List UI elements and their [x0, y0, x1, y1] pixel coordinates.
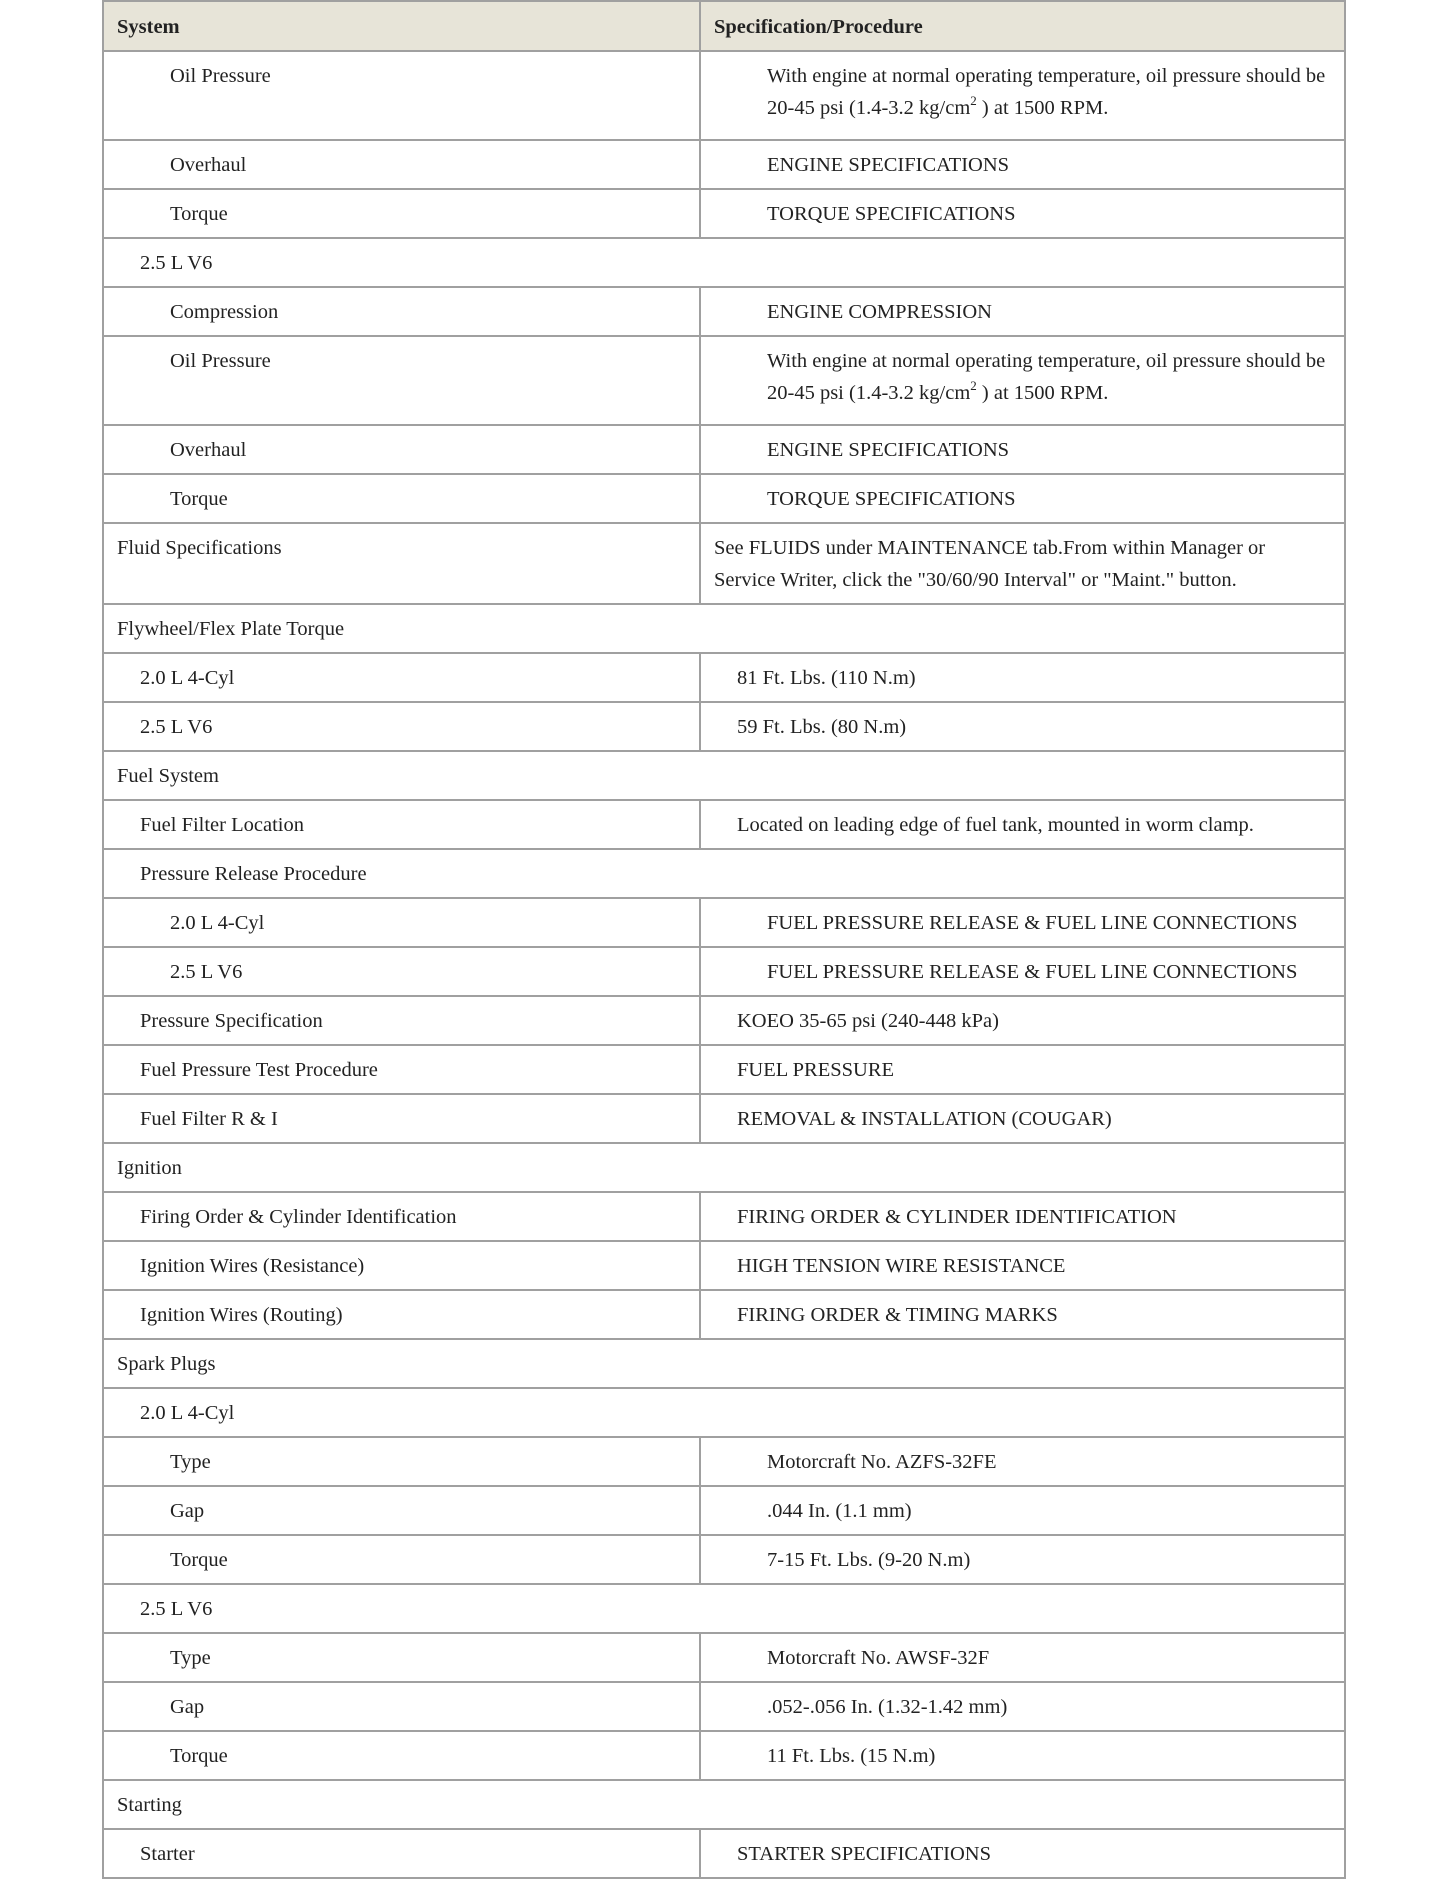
- table-row: [103, 751, 1345, 800]
- specification-table: [102, 0, 1346, 1879]
- spec-cell: TORQUE SPECIFICATIONS: [700, 189, 1345, 238]
- system-cell: Torque: [103, 1535, 700, 1584]
- system-cell: Torque: [103, 1731, 700, 1780]
- spec-cell: [700, 336, 1345, 425]
- spec-cell: 7-15 Ft. Lbs. (9-20 N.m): [700, 1535, 1345, 1584]
- spec-cell: FIRING ORDER & TIMING MARKS: [700, 1290, 1345, 1339]
- system-cell: Ignition Wires (Routing): [103, 1290, 700, 1339]
- table-row: [103, 898, 1345, 947]
- spec-text: With engine at normal operating temperature, oil pressure should be 20-45 psi (1.4-3.2 kg/cm: [767, 350, 1326, 404]
- table-row: [103, 1731, 1345, 1780]
- system-cell: Spark Plugs: [103, 1339, 1345, 1388]
- table-row: [103, 1780, 1345, 1829]
- spec-cell: ENGINE COMPRESSION: [700, 287, 1345, 336]
- table-row: [103, 1143, 1345, 1192]
- system-cell: 2.0 L 4-Cyl: [103, 653, 700, 702]
- table-row: [103, 653, 1345, 702]
- table-row: [103, 1045, 1345, 1094]
- superscript: 2: [970, 93, 977, 108]
- table-row: [103, 1290, 1345, 1339]
- system-cell: Starting: [103, 1780, 1345, 1829]
- system-cell: Overhaul: [103, 140, 700, 189]
- superscript: 2: [970, 378, 977, 393]
- system-cell: 2.5 L V6: [103, 1584, 1345, 1633]
- system-cell: Compression: [103, 287, 700, 336]
- spec-cell: 11 Ft. Lbs. (15 N.m): [700, 1731, 1345, 1780]
- system-cell: Type: [103, 1633, 700, 1682]
- system-cell: Fluid Specifications: [103, 523, 700, 604]
- table-row: [103, 1682, 1345, 1731]
- table-row: [103, 947, 1345, 996]
- spec-cell: REMOVAL & INSTALLATION (COUGAR): [700, 1094, 1345, 1143]
- table-row: [103, 800, 1345, 849]
- system-cell: Oil Pressure: [103, 336, 700, 425]
- system-cell: 2.5 L V6: [103, 702, 700, 751]
- spec-cell: TORQUE SPECIFICATIONS: [700, 474, 1345, 523]
- table-row: [103, 474, 1345, 523]
- system-cell: Torque: [103, 189, 700, 238]
- spec-cell: Motorcraft No. AZFS-32FE: [700, 1437, 1345, 1486]
- table-row: [103, 1437, 1345, 1486]
- system-cell: Fuel Filter R & I: [103, 1094, 700, 1143]
- table-row: [103, 51, 1345, 140]
- table-row: [103, 238, 1345, 287]
- system-cell: Pressure Release Procedure: [103, 849, 1345, 898]
- spec-text-end: ) at 1500 RPM.: [976, 97, 1109, 119]
- table-header-row: [103, 1, 1345, 51]
- system-cell: Type: [103, 1437, 700, 1486]
- system-cell: Starter: [103, 1829, 700, 1878]
- spec-cell: FUEL PRESSURE RELEASE & FUEL LINE CONNECTIONS: [700, 947, 1345, 996]
- spec-cell: Motorcraft No. AWSF-32F: [700, 1633, 1345, 1682]
- system-cell: 2.0 L 4-Cyl: [103, 1388, 1345, 1437]
- table-row: [103, 1339, 1345, 1388]
- spec-cell: .044 In. (1.1 mm): [700, 1486, 1345, 1535]
- table-row: [103, 1094, 1345, 1143]
- spec-cell: See FLUIDS under MAINTENANCE tab.From within Manager or Service Writer, click the "30/60/90 Interval" or "Maint." button.: [700, 523, 1345, 604]
- table-row: [103, 1192, 1345, 1241]
- table-row: [103, 1535, 1345, 1584]
- system-cell: Gap: [103, 1682, 700, 1731]
- system-cell: Pressure Specification: [103, 996, 700, 1045]
- table-row: [103, 702, 1345, 751]
- system-cell: Oil Pressure: [103, 51, 700, 140]
- spec-cell: KOEO 35-65 psi (240-448 kPa): [700, 996, 1345, 1045]
- table-row: [103, 336, 1345, 425]
- header-system: System: [103, 1, 700, 51]
- system-cell: Torque: [103, 474, 700, 523]
- table-row: [103, 287, 1345, 336]
- table-row: [103, 1584, 1345, 1633]
- header-spec: Specification/Procedure: [700, 1, 1345, 51]
- table-row: [103, 1241, 1345, 1290]
- spec-cell: STARTER SPECIFICATIONS: [700, 1829, 1345, 1878]
- spec-cell: .052-.056 In. (1.32-1.42 mm): [700, 1682, 1345, 1731]
- system-cell: Firing Order & Cylinder Identification: [103, 1192, 700, 1241]
- system-cell: Fuel System: [103, 751, 1345, 800]
- table-row: [103, 425, 1345, 474]
- table-row: [103, 1633, 1345, 1682]
- table-row: [103, 523, 1345, 604]
- table-body: [103, 51, 1345, 1878]
- table-row: [103, 996, 1345, 1045]
- spec-text: With engine at normal operating temperature, oil pressure should be 20-45 psi (1.4-3.2 kg/cm: [767, 65, 1326, 119]
- spec-text-end: ) at 1500 RPM.: [976, 382, 1109, 404]
- table-row: [103, 604, 1345, 653]
- table-row: [103, 849, 1345, 898]
- system-cell: Ignition: [103, 1143, 1345, 1192]
- spec-cell: FUEL PRESSURE RELEASE & FUEL LINE CONNECTIONS: [700, 898, 1345, 947]
- spec-cell: ENGINE SPECIFICATIONS: [700, 140, 1345, 189]
- system-cell: Ignition Wires (Resistance): [103, 1241, 700, 1290]
- table-row: [103, 1829, 1345, 1878]
- spec-cell: [700, 51, 1345, 140]
- system-cell: Fuel Filter Location: [103, 800, 700, 849]
- system-cell: 2.5 L V6: [103, 947, 700, 996]
- table-row: [103, 1486, 1345, 1535]
- spec-cell: FIRING ORDER & CYLINDER IDENTIFICATION: [700, 1192, 1345, 1241]
- system-cell: 2.0 L 4-Cyl: [103, 898, 700, 947]
- system-cell: Fuel Pressure Test Procedure: [103, 1045, 700, 1094]
- system-cell: Gap: [103, 1486, 700, 1535]
- spec-cell: 59 Ft. Lbs. (80 N.m): [700, 702, 1345, 751]
- spec-cell: Located on leading edge of fuel tank, mounted in worm clamp.: [700, 800, 1345, 849]
- system-cell: 2.5 L V6: [103, 238, 1345, 287]
- system-cell: Overhaul: [103, 425, 700, 474]
- system-cell: Flywheel/Flex Plate Torque: [103, 604, 1345, 653]
- spec-cell: FUEL PRESSURE: [700, 1045, 1345, 1094]
- table-row: [103, 140, 1345, 189]
- spec-cell: ENGINE SPECIFICATIONS: [700, 425, 1345, 474]
- table-row: [103, 189, 1345, 238]
- table-row: [103, 1388, 1345, 1437]
- spec-cell: HIGH TENSION WIRE RESISTANCE: [700, 1241, 1345, 1290]
- spec-cell: 81 Ft. Lbs. (110 N.m): [700, 653, 1345, 702]
